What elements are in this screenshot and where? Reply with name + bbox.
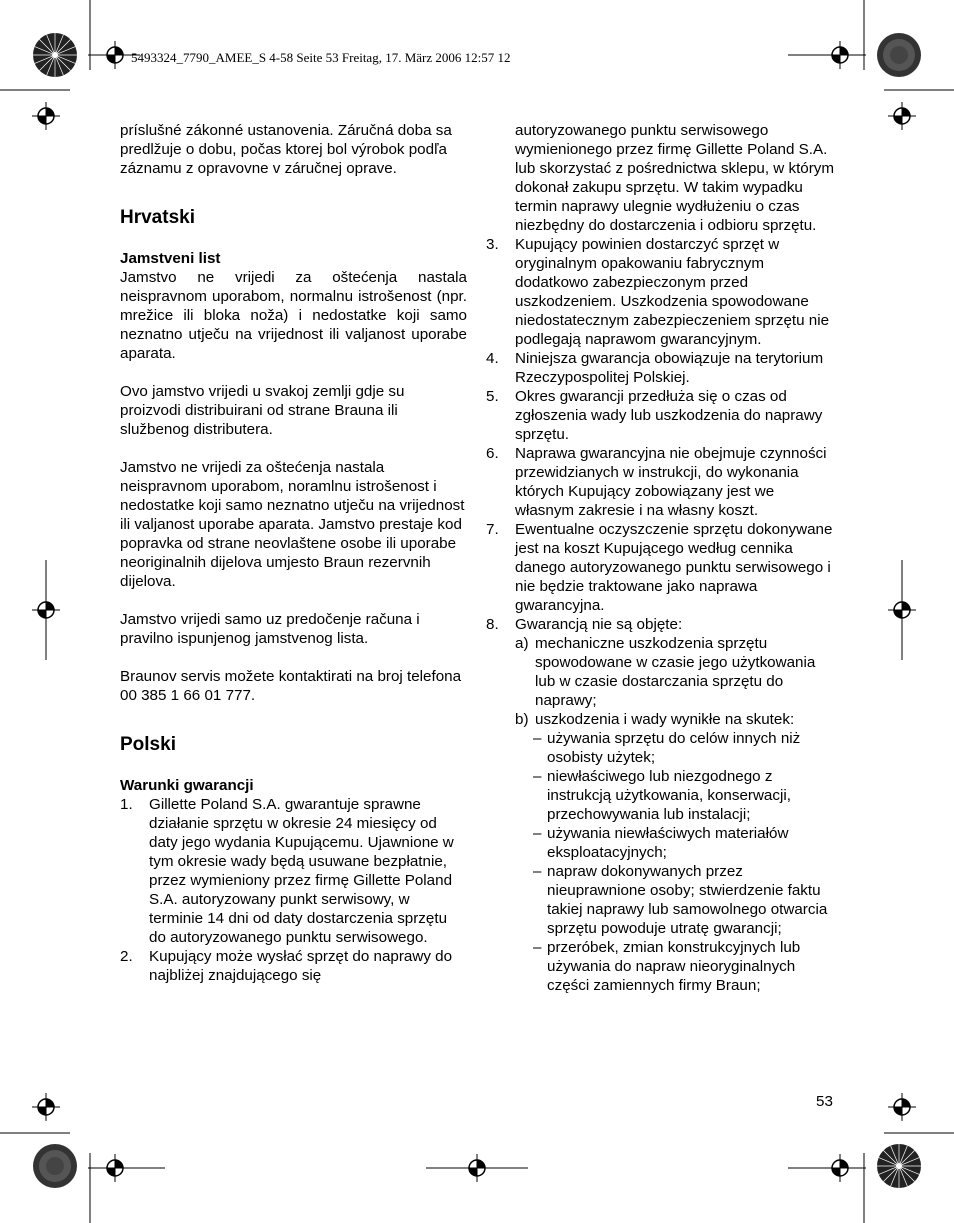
list-item-number: 7. xyxy=(486,521,499,538)
sub-item-text: uszkodzenia i wady wynikłe na skutek: xyxy=(535,711,795,728)
sub-item-a xyxy=(515,634,836,710)
list-item xyxy=(486,615,836,634)
list-item xyxy=(486,520,836,615)
list-item-text: Kupujący może wysłać sprzęt do naprawy do najbliżej znajdującego się xyxy=(149,948,453,984)
dash-item-text: niewłaściwego lub niezgodnego z instrukcją użytkowania, konserwacji, przechowywania lub instalacji; xyxy=(547,768,791,823)
dash-item xyxy=(533,938,836,995)
list-item-continuation xyxy=(486,121,836,235)
sub-item-label: b) xyxy=(515,711,529,728)
dash-bullet: – xyxy=(533,863,542,880)
croatian-paragraph-4: Jamstvo vrijedi samo uz predočenje računa i pravilno ispunjenog jamstvenog lista. xyxy=(120,611,420,647)
list-item xyxy=(486,444,836,520)
list-item xyxy=(486,349,836,387)
page-number: 53 xyxy=(816,1093,833,1110)
list-item-number: 2. xyxy=(120,948,133,965)
list-item-text: Gillette Poland S.A. gwarantuje sprawne działanie sprzętu w okresie 24 miesięcy od daty jego wydania Kupującemu. Ujawnione w tym okresie wady będą usuwane bezpłatnie, przez wymieniony przez firmę Gillette Poland S.A. autoryzowany punkt serwisowy, w terminie 14 dni od daty dostarczenia sprzętu do autoryzowanego punktu serwisowego. xyxy=(149,796,454,946)
list-item xyxy=(120,947,467,985)
dash-bullet: – xyxy=(533,939,542,956)
list-item-number: 5. xyxy=(486,388,499,405)
croatian-paragraph-3: Jamstvo ne vrijedi za oštećenja nastala neispravnom uporabom, noramlnu istrošenost i nedostatke koji samo neznatno utječu na vrijednost ili valjanost uporabe aparata. Jamstvo prestaje kod popravka od strane neovlaštene osobe ili uporabe neoriginalnih dijelova umjesto Braun rezervnih dijelova. xyxy=(120,459,465,590)
list-item-text: Ewentualne oczyszczenie sprzętu dokonywane jest na koszt Kupującego według cennika danego autoryzowanego punktu serwisowego i nie będzie traktowane jako naprawa gwarancyjna. xyxy=(515,521,833,614)
list-item-text: Niniejsza gwarancja obowiązuje na terytorium Rzeczypospolitej Polskiej. xyxy=(515,350,824,386)
dash-item xyxy=(533,767,836,824)
dash-bullet: – xyxy=(533,768,542,785)
croatian-section-heading: Hrvatski xyxy=(120,207,195,228)
list-item-number: 4. xyxy=(486,350,499,367)
list-item-text: Gwarancją nie są objęte: xyxy=(515,616,683,633)
list-item xyxy=(486,235,836,349)
dash-bullet: – xyxy=(533,730,542,747)
croatian-subheading: Jamstveni list xyxy=(120,250,221,267)
list-item-number: 8. xyxy=(486,616,499,633)
list-item-text: Kupujący powinien dostarczyć sprzęt w oryginalnym opakowaniu fabrycznym dodatkowo zabezpieczonym przed uszkodzeniem. Uszkodzenia spowodowane niedostatecznym zabezpieczeniem sprzętu nie podlegają naprawom gwarancyjnym. xyxy=(515,236,830,348)
list-item-number: 6. xyxy=(486,445,499,462)
croatian-paragraph-2: Ovo jamstvo vrijedi u svakoj zemlji gdje su proizvodi distribuirani od strane Brauna ili službenog distributera. xyxy=(120,383,405,438)
list-item-number: 1. xyxy=(120,796,133,813)
print-slug-line: 5493324_7790_AMEE_S 4-58 Seite 53 Freitag, 17. März 2006 12:57 12 xyxy=(131,50,511,65)
dash-item xyxy=(533,824,836,862)
slovak-warranty-paragraph: príslušné zákonné ustanovenia. Záručná doba sa predlžuje o dobu, počas ktorej bol výrobok podľa záznamu z opravovne v záručnej oprave. xyxy=(120,122,452,177)
dash-item-text: przeróbek, zmian konstrukcyjnych lub używania do napraw nieoryginalnych części zamiennych firmy Braun; xyxy=(547,939,801,994)
dash-item-text: napraw dokonywanych przez nieuprawnione osoby; stwierdzenie faktu takiej naprawy lub samowolnego otwarcia sprzętu powoduje utratę gwarancji; xyxy=(547,863,828,937)
croatian-paragraph-1: Jamstvo ne vrijedi za oštećenja nastala neispravnom uporabom, normalnu istrošenost (npr. mrežice ili bloka noža) i nedostatke koji samo neznatno utječu na vrijednost ili valjanost uporabe aparata. xyxy=(120,269,467,362)
dash-item xyxy=(533,862,836,938)
dash-item-text: używania sprzętu do celów innych niż osobisty użytek; xyxy=(547,730,801,766)
right-column xyxy=(486,121,836,995)
sub-item-label: a) xyxy=(515,635,529,652)
list-item-text: Okres gwarancji przedłuża się o czas od zgłoszenia wady lub uszkodzenia do naprawy sprzętu. xyxy=(515,388,823,443)
list-item xyxy=(486,387,836,444)
dash-bullet: – xyxy=(533,825,542,842)
croatian-paragraph-5: Braunov servis možete kontaktirati na broj telefona 00 385 1 66 01 777. xyxy=(120,668,462,704)
dash-item-text: używania niewłaściwych materiałów eksploatacyjnych; xyxy=(547,825,789,861)
dash-item xyxy=(533,729,836,767)
list-item-number: 3. xyxy=(486,236,499,253)
list-item-text: autoryzowanego punktu serwisowego wymienionego przez firmę Gillette Poland S.A. lub skorzystać z pośrednictwa sklepu, w którym dokonał zakupu sprzętu. W takim wypadku termin naprawy ulegnie wydłużeniu o czas niezbędny do dostarczenia i odbioru sprzętu. xyxy=(515,122,835,234)
sub-item-b xyxy=(515,710,836,729)
list-item-text: Naprawa gwarancyjna nie obejmuje czynności przewidzianych w instrukcji, do wykonania których Kupujący zobowiązany jest we własnym zakresie i na własny koszt. xyxy=(515,445,827,519)
list-item xyxy=(120,795,467,947)
left-column xyxy=(120,121,467,985)
polish-section-heading: Polski xyxy=(120,734,176,755)
polish-subheading: Warunki gwarancji xyxy=(120,777,254,794)
sub-item-text: mechaniczne uszkodzenia sprzętu spowodowane w czasie jego użytkowania lub w czasie dostarczania sprzętu do naprawy; xyxy=(535,635,816,709)
